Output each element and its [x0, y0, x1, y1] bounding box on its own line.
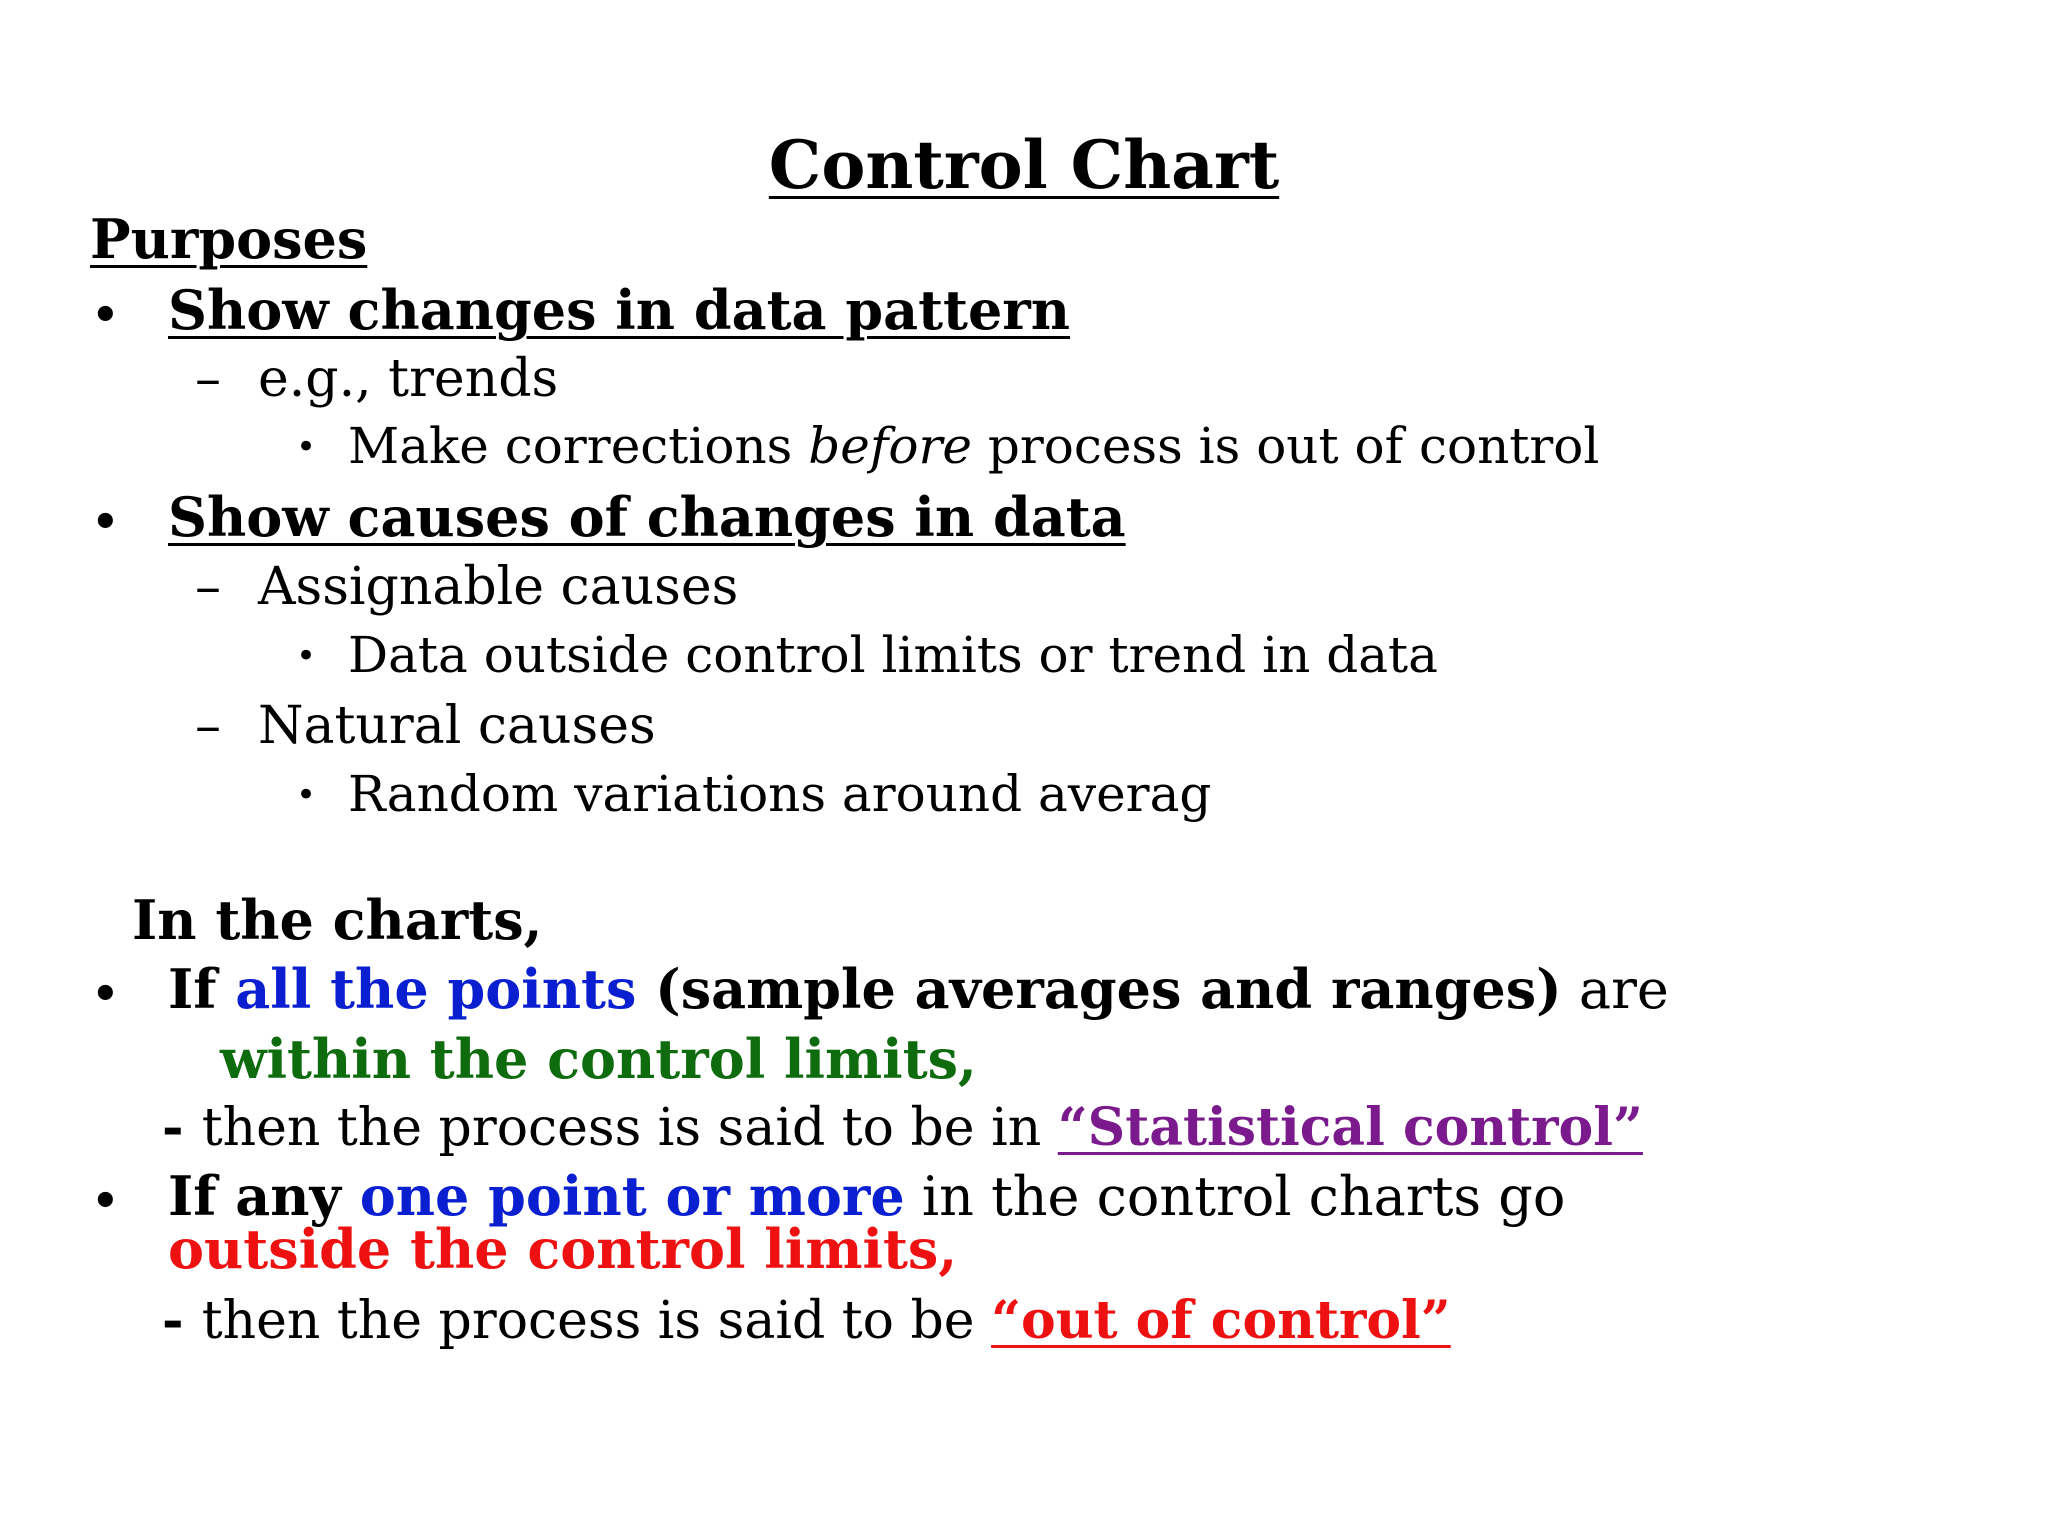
subsub-1-text: Make corrections before process is out of control	[348, 417, 1600, 475]
bullet-3-marker: •	[90, 965, 121, 1025]
subsub-2-marker: •	[296, 636, 317, 676]
bullet-4-marker: •	[90, 1172, 121, 1232]
point-1-conclusion: - then the process is said to be in “Statistical control”	[162, 1097, 1643, 1158]
sub-2-text: Assignable causes	[258, 557, 739, 617]
subsub-2-text: Data outside control limits or trend in data	[348, 626, 1438, 684]
point-2-line: If any one point or more in the control charts go	[168, 1164, 1566, 1228]
sub-1-text: e.g., trends	[258, 349, 559, 409]
subsub-1-marker: •	[296, 427, 317, 467]
bullet-2-marker: •	[90, 493, 121, 553]
dash-3: –	[195, 696, 221, 756]
charts-heading: In the charts,	[132, 888, 543, 952]
bullet-1-marker: •	[90, 286, 121, 346]
point-2-outside: outside the control limits,	[168, 1217, 958, 1281]
dash-1: –	[195, 349, 221, 409]
slide-title: Control Chart	[768, 126, 1280, 204]
point-1-within: within the control limits,	[220, 1027, 977, 1091]
point-1-line: If all the points (sample averages and ranges) are	[168, 957, 1669, 1021]
point-2-conclusion: - then the process is said to be “out of control”	[162, 1290, 1451, 1351]
dash-2: –	[195, 557, 221, 617]
subsub-3-marker: •	[296, 775, 317, 815]
sub-3-text: Natural causes	[258, 696, 656, 756]
bullet-1-text: Show changes in data pattern	[168, 278, 1071, 342]
purposes-heading: Purposes	[90, 207, 368, 271]
bullet-2-text: Show causes of changes in data	[168, 485, 1126, 549]
subsub-3-text: Random variations around averag	[348, 765, 1212, 823]
